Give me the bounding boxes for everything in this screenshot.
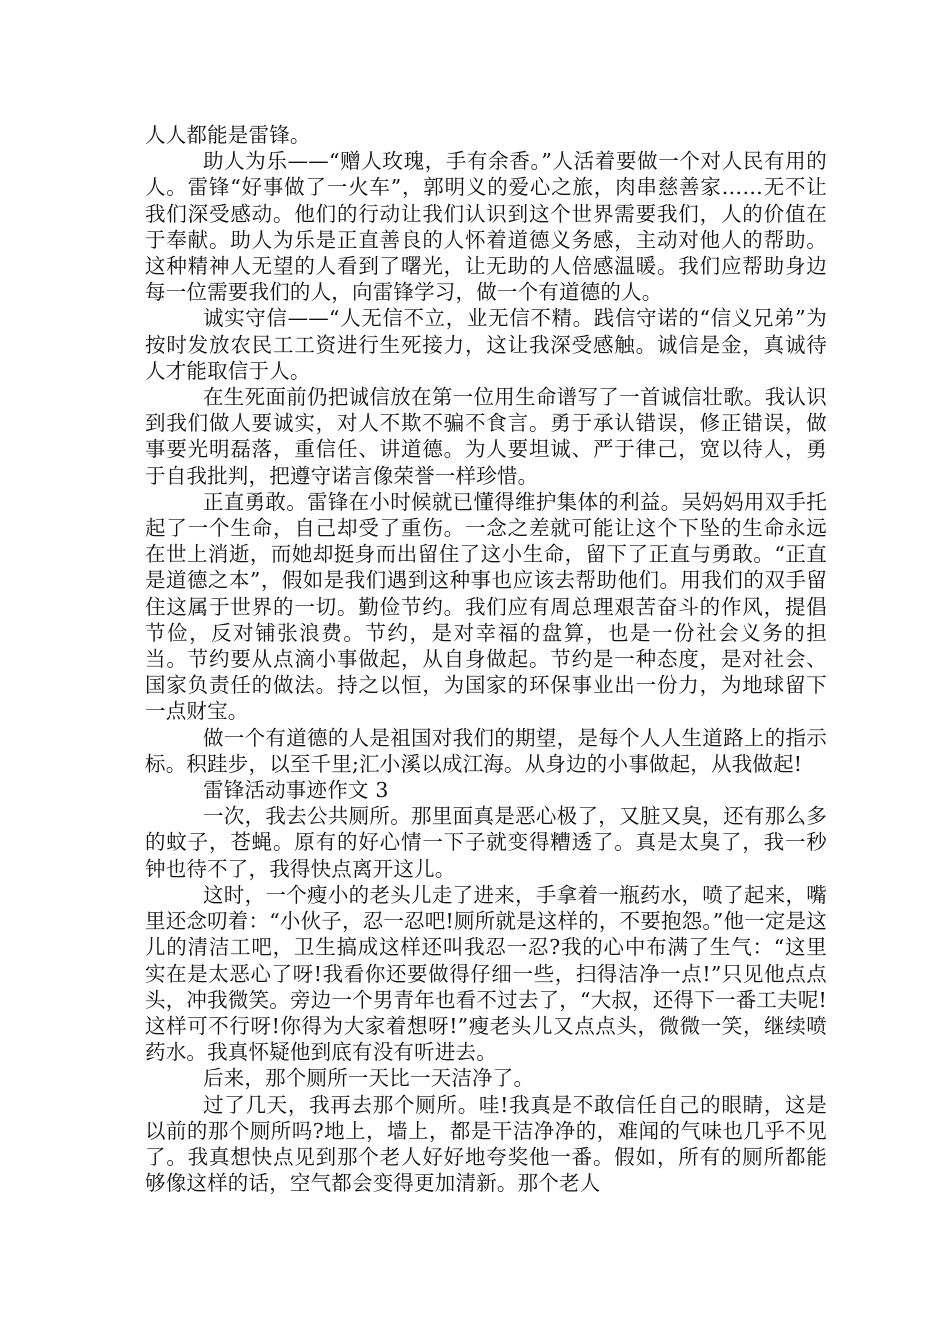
paragraph: 后来，那个厕所一天比一天洁净了。 — [203, 1066, 535, 1091]
paragraph: 做一个有道德的人是祖国对我们的期望，是每个人人生道路上的指示标。积跬步，以至千里;汇小溪以成江海。从身边的小事做起，从我做起! — [145, 725, 827, 776]
paragraph: 正直勇敢。雷锋在小时候就已懂得维护集体的利益。吴妈妈用双手托起了一个生命，自己却受了重伤。一念之差就可能让这个下坠的生命永远在世上消逝，而她却挺身而出留住了这小生命，留下了正直与勇敢。“正直是道德之本”，假如是我们遇到这种事也应该去帮助他们。用我们的双手留住这属于世界的一切。勤俭节约。我们应有周总理艰苦奋斗的作风，提倡节俭，反对铺张浪费。节约，是对幸福的盘算，也是一份社会义务的担当。节约要从点滴小事做起，从自身做起。节约是一种态度，是对社会、国家负责任的做法。持之以恒，为国家的环保事业出一份力，为地球留下一点财宝。 — [145, 489, 827, 724]
section-heading: 雷锋活动事迹作文 3 — [203, 778, 389, 803]
paragraph: 在生死面前仍把诚信放在第一位用生命谱写了一首诚信壮歌。我认识到我们做人要诚实，对人不欺不骗不食言。勇于承认错误，修正错误，做事要光明磊落，重信任、讲道德。为人要坦诚、严于律己，宽以待人，勇于自我批判，把遵守诺言像荣誉一样珍惜。 — [145, 385, 827, 488]
document-body — [145, 122, 827, 1196]
paragraph: 人人都能是雷锋。 — [145, 123, 311, 147]
paragraph: 这时，一个瘦小的老头儿走了进来，手拿着一瓶药水，喷了起来，嘴里还念叨着：“小伙子，忍一忍吧!厕所就是这样的，不要抱怨。”他一定是这儿的清洁工吧，卫生搞成这样还叫我忍一忍?我的心中布满了生气：“这里实在是太恶心了呀!我看你还要做得仔细一些，扫得洁净一点!”只见他点点头，冲我微笑。旁边一个男青年也看不过去了，“大叔，还得下一番工夫呢!这样可不行呀!你得为大家着想呀!”瘦老头儿又点点头，微微一笑，继续喷药水。我真怀疑他到底有没有听进去。 — [145, 882, 827, 1065]
paragraph: 过了几天，我再去那个厕所。哇!我真是不敢信任自己的眼睛，这是以前的那个厕所吗?地上，墙上，都是干洁净净的，难闻的气味也几乎不见了。我真想快点见到那个老人好好地夸奖他一番。假如，所有的厕所都能够像这样的话，空气都会变得更加清新。那个老人 — [145, 1092, 827, 1196]
paragraph: 诚实守信——“人无信不立，业无信不精。践信守诺的“信义兄弟”为按时发放农民工工资进行生死接力，这让我深受感触。诚信是金，真诚待人才能取信于人。 — [145, 306, 827, 383]
paragraph: 一次，我去公共厕所。那里面真是恶心极了，又脏又臭，还有那么多的蚊子，苍蝇。原有的好心情一下子就变得糟透了。真是太臭了，我一秒钟也待不了，我得快点离开这儿。 — [145, 804, 827, 881]
paragraph: 助人为乐——“赠人玫瑰，手有余香。”人活着要做一个对人民有用的人。雷锋“好事做了一火车”，郭明义的爱心之旅，肉串慈善家……无不让我们深受感动。他们的行动让我们认识到这个世界需要我们，人的价值在于奉献。助人为乐是正直善良的人怀着道德义务感，主动对他人的帮助。这种精神人无望的人看到了曙光，让无助的人倍感温暖。我们应帮助身边每一位需要我们的人，向雷锋学习，做一个有道德的人。 — [145, 149, 827, 305]
